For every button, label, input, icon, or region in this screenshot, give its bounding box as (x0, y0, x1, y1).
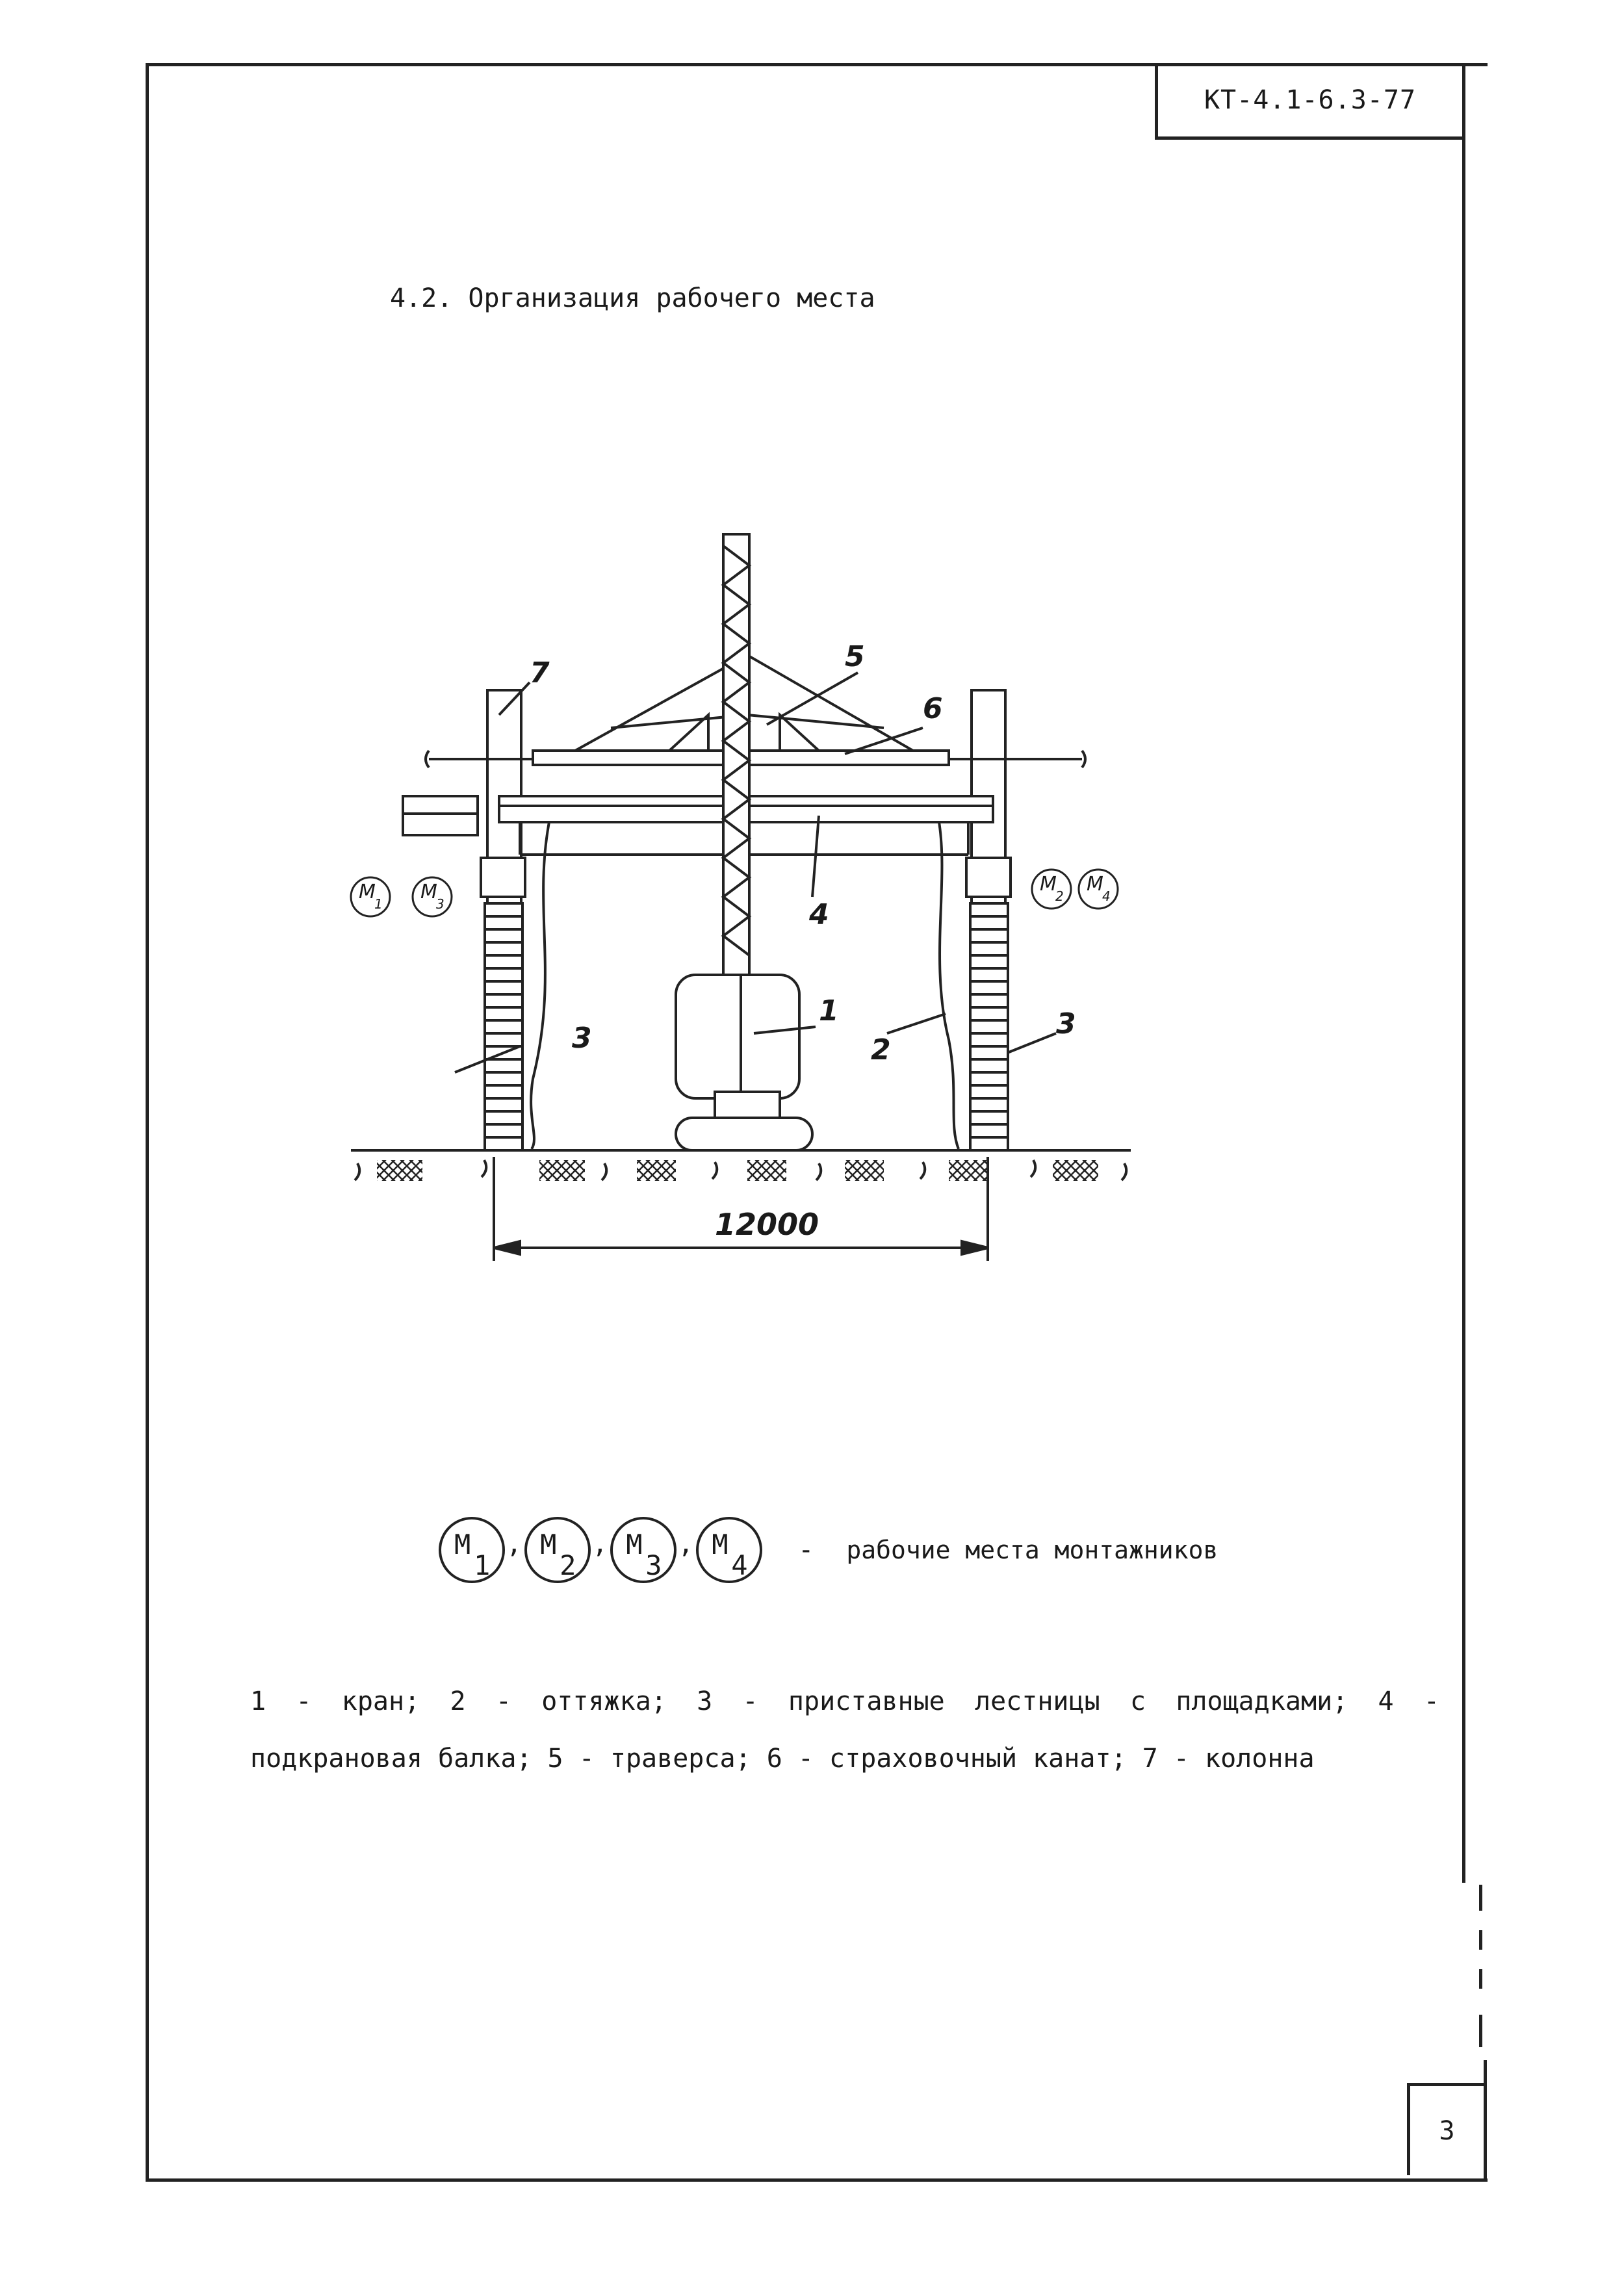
ground-hatch (539, 1160, 585, 1181)
right-platform (966, 858, 1011, 897)
installation-drawing (325, 520, 1176, 1300)
crane-tracks (676, 1118, 812, 1150)
page-number-box (1407, 2083, 1484, 2175)
callout-5: 5 (845, 640, 865, 673)
ground-marks (355, 1160, 1126, 1180)
svg-text:2: 2 (1055, 888, 1064, 904)
left-ladder (485, 903, 522, 1150)
ground-hatch (637, 1160, 676, 1181)
svg-text:3: 3 (436, 896, 445, 912)
document-code-box (1155, 63, 1462, 140)
legend-dash: - (798, 1535, 814, 1565)
frame-right-edge-lower (1484, 2060, 1487, 2178)
legend-marker-m4: М 4 (696, 1517, 762, 1583)
dimension-label: 12000 (715, 1207, 819, 1242)
ground-hatch (377, 1160, 422, 1181)
callout-3-left: 3 (572, 1022, 592, 1055)
workplace-marker-m3 (413, 877, 452, 916)
legend-marker-m1: М 1 (439, 1517, 505, 1583)
ground-hatch (845, 1160, 884, 1181)
legend-marker-m2: М 2 (524, 1517, 591, 1583)
document-code: КТ-4.1-6.3-77 (1204, 84, 1417, 115)
ground-hatch (1053, 1160, 1098, 1181)
section-heading: 4.2. Организация рабочего места (390, 283, 875, 313)
frame-right-edge (1462, 63, 1465, 1883)
svg-text:1: 1 (374, 896, 383, 912)
callout-3-right: 3 (1056, 1007, 1076, 1040)
ground-hatch (747, 1160, 786, 1181)
right-ladder (970, 903, 1008, 1150)
svg-text:М: М (420, 881, 437, 903)
frame-edge-marks (1479, 1885, 1487, 2060)
svg-text:М: М (1087, 873, 1103, 896)
workplaces-legend: М 1 , М 2 , М 3 , М 4 - рабочие места монтажников (439, 1511, 1218, 1589)
svg-text:М: М (359, 881, 376, 903)
legend-text: рабочие места монтажников (846, 1536, 1218, 1564)
ground-hatch (949, 1160, 988, 1181)
page-number: 3 (1439, 2115, 1455, 2146)
guy-rope-left (531, 822, 549, 1149)
workplace-marker-m4 (1079, 870, 1118, 909)
svg-text:4: 4 (1102, 888, 1111, 904)
workplace-marker-m2 (1032, 870, 1071, 909)
guy-rope-right (939, 822, 959, 1149)
callout-7: 7 (530, 656, 550, 690)
crane-base (715, 1092, 780, 1118)
callout-1: 1 (819, 994, 839, 1027)
callout-2: 2 (871, 1033, 891, 1066)
callout-6: 6 (923, 692, 943, 725)
crane-beam-left-stub (403, 796, 478, 835)
callout-4: 4 (809, 898, 829, 931)
crane-cabin (676, 975, 799, 1098)
drawing-notes: 1 - кран; 2 - оттяжка; 3 - приставные лестницы с площадками; 4 - подкрановая балка; 5 - траверса; 6 - страховочный канат; 7 - колонна (250, 1686, 1439, 1774)
svg-text:М: М (1040, 873, 1057, 896)
left-platform (481, 858, 525, 897)
legend-marker-m3: М 3 (610, 1517, 677, 1583)
workplace-marker-m1 (351, 877, 390, 916)
